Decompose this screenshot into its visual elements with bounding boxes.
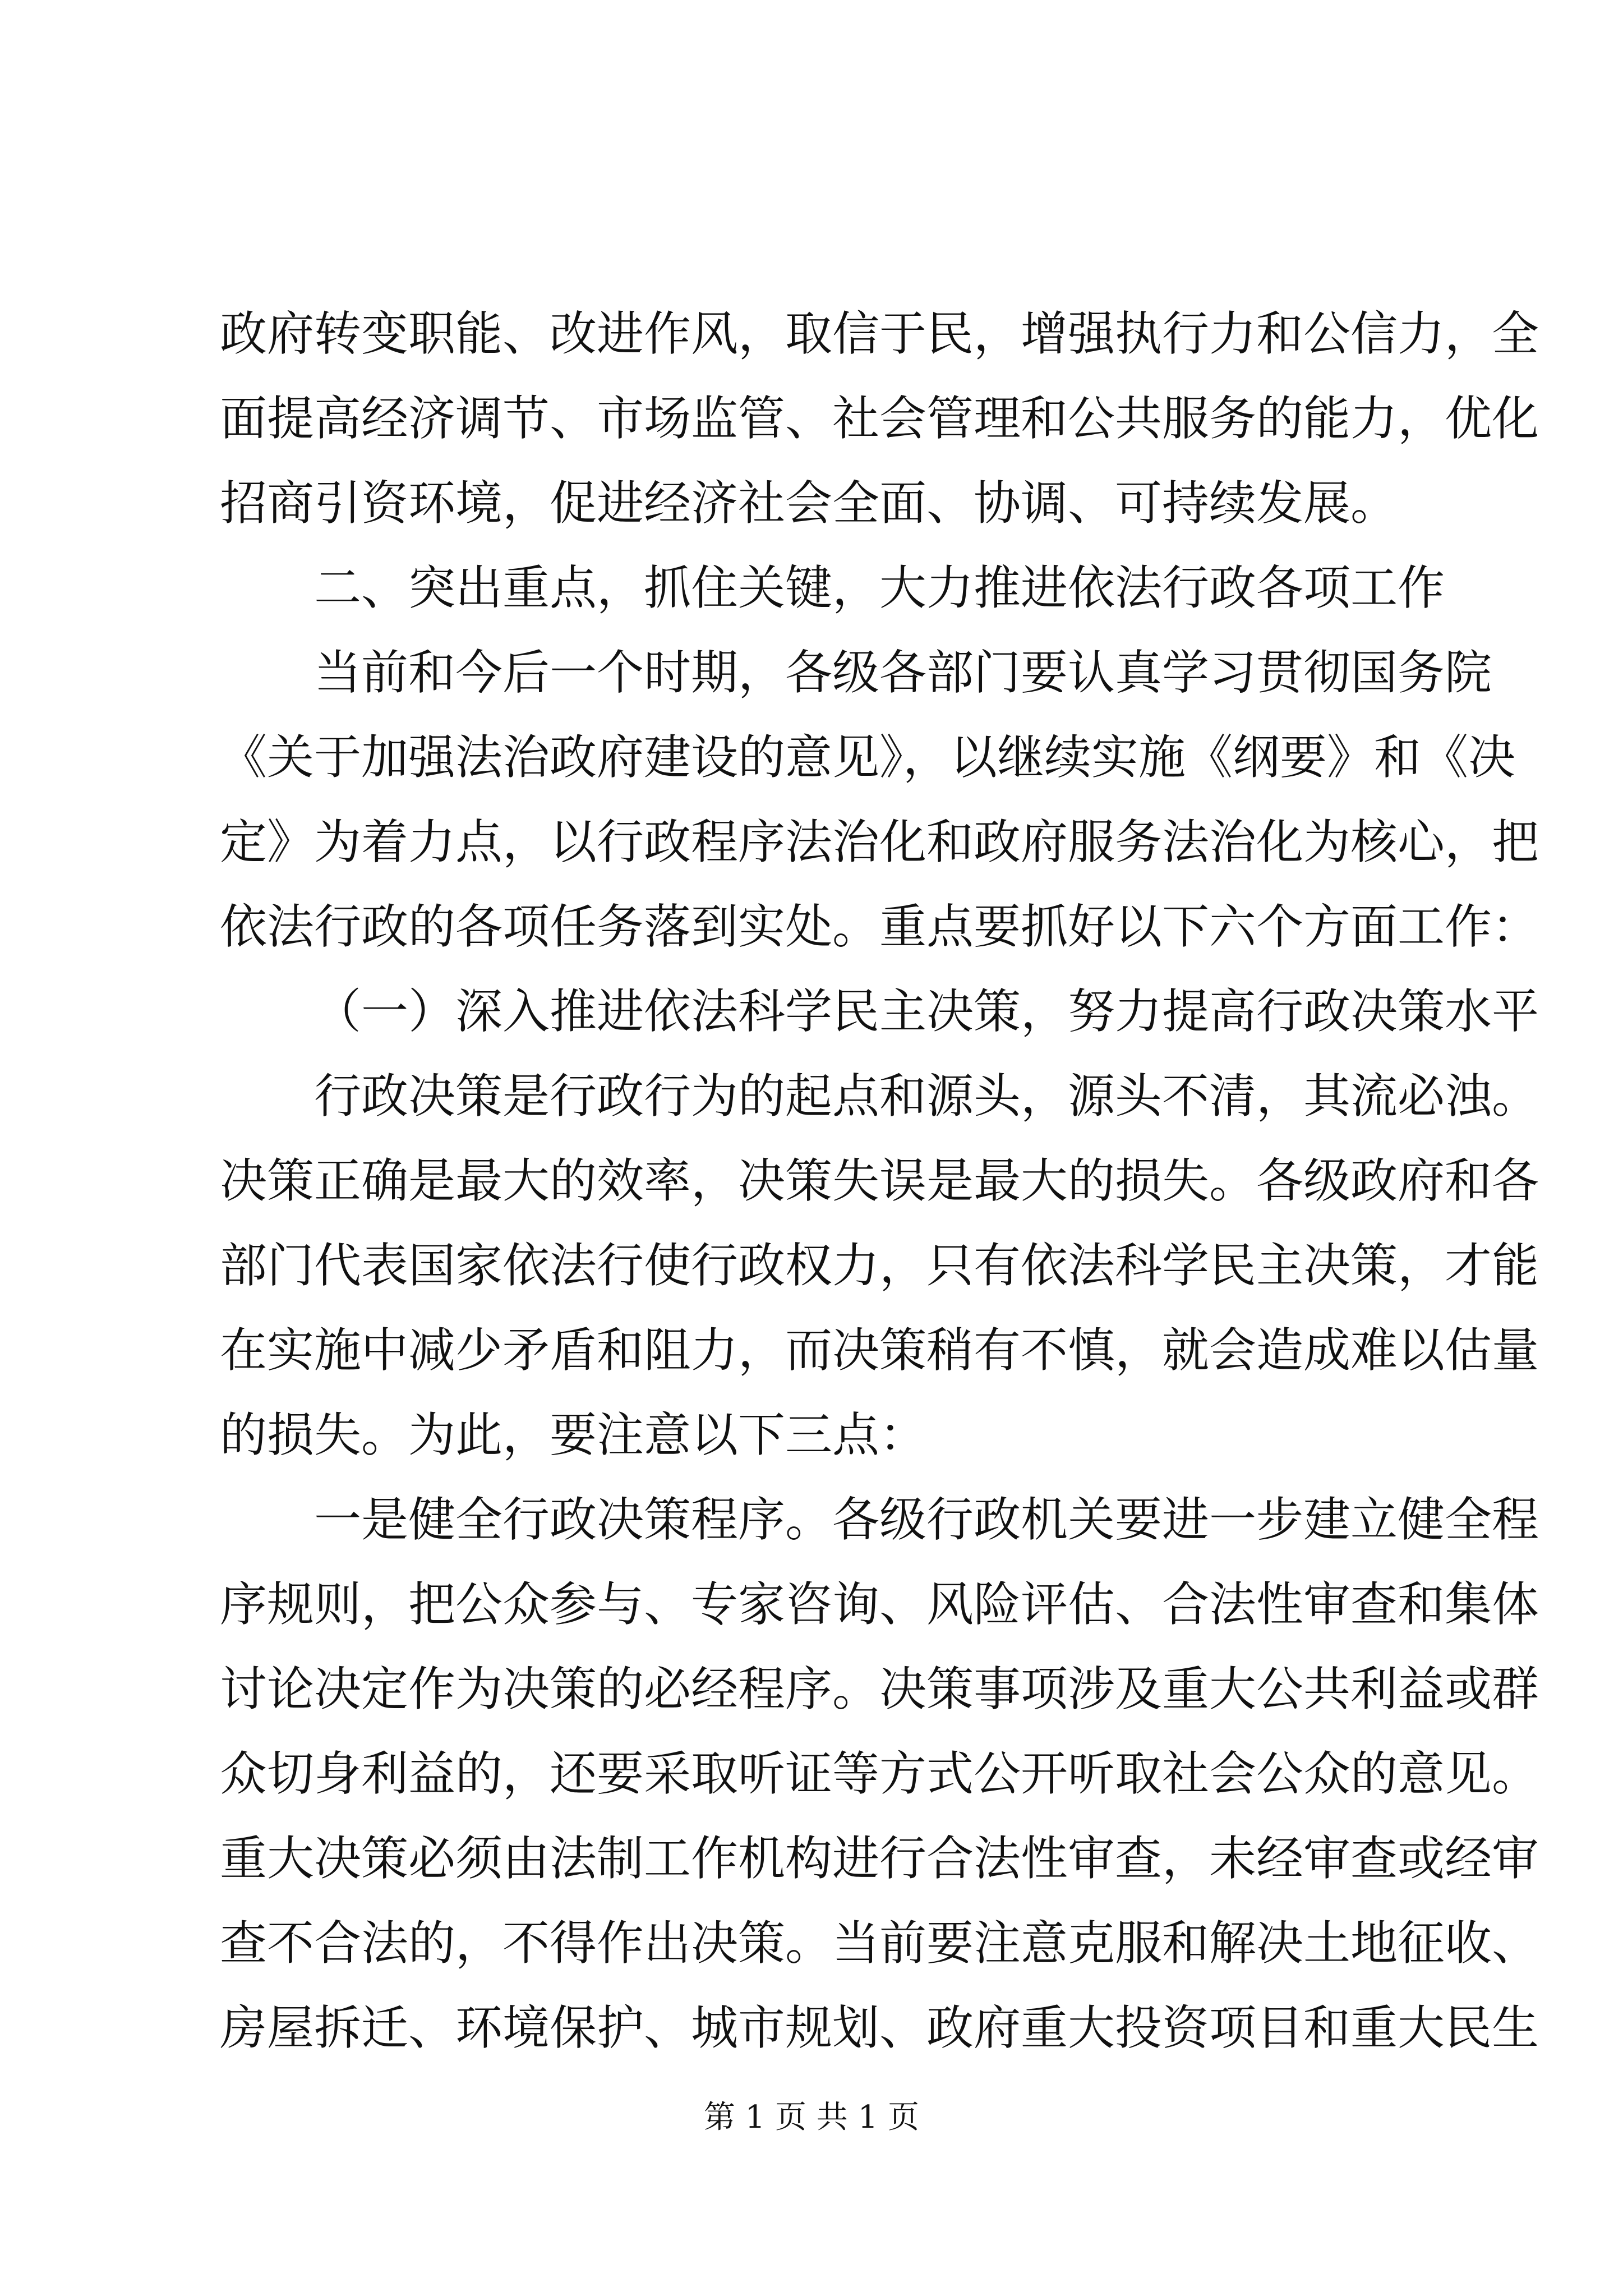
page-footer: [0, 2098, 1623, 2137]
paragraph-line: 定》为着力点，以行政程序法治化和政府服务法治化为核心，把: [220, 815, 1539, 869]
document-body: [220, 292, 1539, 2070]
paragraph-line: 的损失。为此，要注意以下三点：: [220, 1407, 927, 1462]
paragraph-line: 决策正确是最大的效率，决策失误是最大的损失。各级政府和各: [220, 1153, 1539, 1208]
paragraph-line: 一是健全行政决策程序。各级行政机关要进一步建立健全程: [314, 1492, 1539, 1547]
paragraph-line: 房屋拆迁、环境保护、城市规划、政府重大投资项目和重大民生: [220, 2000, 1539, 2055]
paragraph-line: 面提高经济调节、市场监管、社会管理和公共服务的能力，优化: [220, 391, 1539, 446]
section-heading: 二、突出重点，抓住关键，大力推进依法行政各项工作: [314, 560, 1445, 615]
paragraph-line: 众切身利益的，还要采取听证等方式公开听取社会公众的意见。: [220, 1746, 1539, 1801]
paragraph-line: 讨论决定作为决策的必经程序。决策事项涉及重大公共利益或群: [220, 1662, 1539, 1717]
page-number-label: 第 1 页 共 1 页: [703, 2099, 920, 2136]
paragraph-line: 查不合法的，不得作出决策。当前要注意克服和解决土地征收、: [220, 1916, 1539, 1971]
subsection-heading: （一）深入推进依法科学民主决策，努力提高行政决策水平: [314, 984, 1539, 1039]
paragraph-line: 招商引资环境，促进经济社会全面、协调、可持续发展。: [220, 476, 1398, 531]
paragraph-line: 行政决策是行政行为的起点和源头，源头不清，其流必浊。: [314, 1069, 1539, 1124]
paragraph-line: 《关于加强法治政府建设的意见》，以继续实施《纲要》和《决: [220, 730, 1516, 785]
paragraph-line: 当前和今后一个时期，各级各部门要认真学习贯彻国务院: [314, 645, 1492, 700]
paragraph-line: 政府转变职能、改进作风，取信于民，增强执行力和公信力，全: [220, 306, 1539, 361]
paragraph-line: 在实施中减少矛盾和阻力，而决策稍有不慎，就会造成难以估量: [220, 1323, 1539, 1378]
paragraph-line: 依法行政的各项任务落到实处。重点要抓好以下六个方面工作：: [220, 899, 1539, 954]
paragraph-line: 重大决策必须由法制工作机构进行合法性审查，未经审查或经审: [220, 1831, 1539, 1886]
paragraph-line: 序规则，把公众参与、专家咨询、风险评估、合法性审查和集体: [220, 1577, 1539, 1632]
paragraph-line: 部门代表国家依法行使行政权力，只有依法科学民主决策，才能: [220, 1238, 1539, 1293]
